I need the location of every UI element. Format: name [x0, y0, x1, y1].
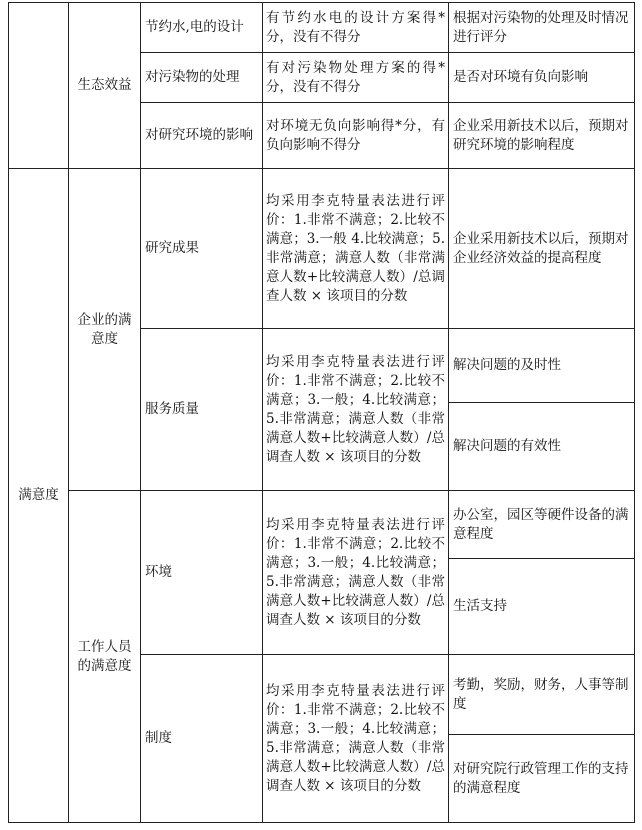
item-cell: 制度 — [141, 655, 263, 823]
table-row — [9, 491, 635, 559]
table-row — [9, 169, 635, 329]
note-cell: 解决问题的及时性 — [449, 329, 635, 403]
standard-cell: 均采用李克特量表法进行评价：1.非常不满意；2.比较不满意；3.一般；4.比较满意；5.非常满意；满意人数（非常满意人数+比较满意人数）/总调查人数 × 该项目的分数 — [263, 329, 449, 491]
subcategory-cell-enterprise-satisfaction: 企业的满意度 — [69, 169, 141, 491]
item-cell: 服务质量 — [141, 329, 263, 491]
item-cell: 对研究环境的影响 — [141, 103, 263, 169]
category-cell-top — [9, 3, 69, 169]
note-cell: 企业采用新技术以后，预期对研究环境的影响程度 — [449, 103, 635, 169]
item-cell: 环境 — [141, 491, 263, 655]
standard-cell: 均采用李克特量表法进行评价：1.非常不满意；2.比较不满意；3.一般 4.比较满意；5.非常满意；满意人数（非常满意人数+比较满意人数）/总调查人数 × 该项目的分数 — [263, 169, 449, 329]
subcategory-cell-eco-benefit: 生态效益 — [69, 3, 141, 169]
note-cell: 解决问题的有效性 — [449, 403, 635, 491]
note-cell: 根据对污染物的处理及时情况进行评分 — [449, 3, 635, 53]
note-cell: 是否对环境有负向影响 — [449, 53, 635, 103]
note-cell: 对研究院行政管理工作的支持的满意程度 — [449, 735, 635, 823]
standard-cell: 有节约水电的设计方案得*分，没有不得分 — [263, 3, 449, 53]
table-row — [9, 3, 635, 53]
category-cell-satisfaction: 满意度 — [9, 169, 69, 823]
evaluation-table — [8, 2, 635, 823]
standard-cell: 对环境无负向影响得*分，有负向影响不得分 — [263, 103, 449, 169]
note-cell: 办公室，园区等硬件设备的满意程度 — [449, 491, 635, 559]
note-cell: 生活支持 — [449, 559, 635, 655]
note-cell: 考勤，奖励，财务，人事等制度 — [449, 655, 635, 735]
item-cell: 对污染物的处理 — [141, 53, 263, 103]
item-cell: 节约水,电的设计 — [141, 3, 263, 53]
item-cell: 研究成果 — [141, 169, 263, 329]
standard-cell: 均采用李克特量表法进行评价：1.非常不满意；2.比较不满意；3.一般；4.比较满意；5.非常满意；满意人数（非常满意人数+比较满意人数）/总调查人数 × 该项目的分数 — [263, 655, 449, 823]
note-cell: 企业采用新技术以后，预期对企业经济效益的提高程度 — [449, 169, 635, 329]
standard-cell: 有对污染物处理方案的得*分，没有不得分 — [263, 53, 449, 103]
standard-cell: 均采用李克特量表法进行评价：1.非常不满意；2.比较不满意；3.一般；4.比较满意；5.非常满意；满意人数（非常满意人数+比较满意人数）/总调查人数 × 该项目的分数 — [263, 491, 449, 655]
subcategory-cell-staff-satisfaction: 工作人员的满意度 — [69, 491, 141, 823]
